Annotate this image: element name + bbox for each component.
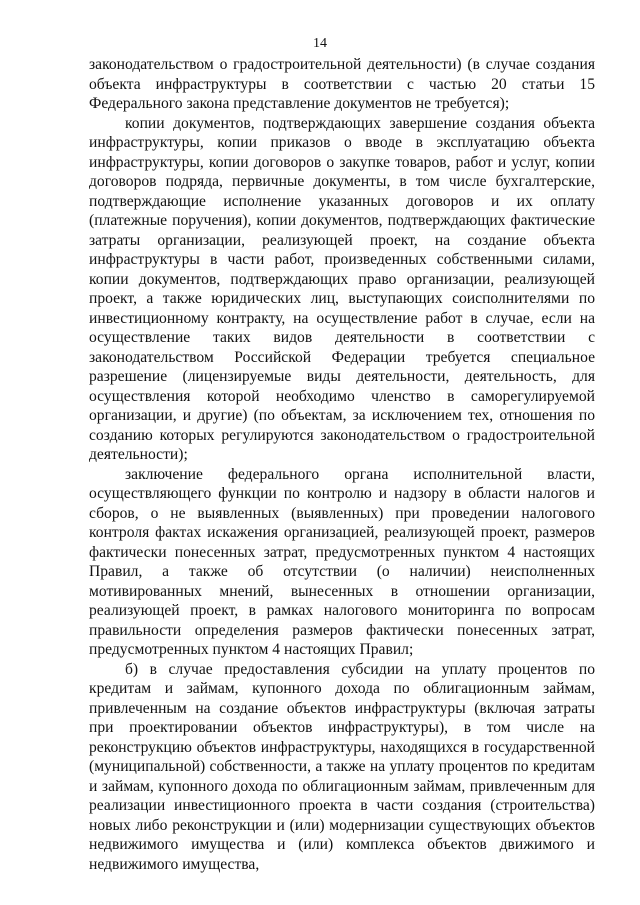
paragraph-subsidy-interest: б) в случае предоставления субсидии на уплату процентов по кредитам и займам, купонного дохода по облигационным займам, привлеченным на создание объектов инфраструктуры (включая затраты при проектировании объектов инфраструктуры), в том числе на реконструкцию объектов инфраструктуры, находящихся в государственной (муниципальной) собственности, а также на уплату процентов по кредитам и займам, купонного дохода по облигационным займам, привлеченным для реализации инвестиционного проекта в части создания (строительства) новых либо реконструкции и (или) модернизации существующих объектов недвижимого имущества и (или) комплекса объектов движимого и недвижимого имущества, (89, 660, 595, 873)
document-body (89, 55, 595, 874)
paragraph-documents-copies: копии документов, подтверждающих завершение создания объекта инфраструктуры, копии приказов о вводе в эксплуатацию объекта инфраструктуры, копии договоров о закупке товаров, работ и услуг, копии договоров подряда, первичные документы, в том числе бухгалтерские, подтверждающие исполнение указанных договоров и их оплату (платежные поручения), копии документов, подтверждающих фактические затраты организации, реализующей проект, на создание объекта инфраструктуры в части работ, произведенных собственными силами, копии документов, подтверждающих право организации, реализующей проект, а также юридических лиц, выступающих соисполнителями по инвестиционному контракту, на осуществление работ в случае, если на осуществление таких видов деятельности в соответствии с законодательством Российской Федерации требуется специальное разрешение (лицензируемые виды деятельности, деятельность, для осуществления которой необходимо членство в саморегулируемой организации, и другие) (по объектам, за исключением тех, отношения по созданию которых регулируются законодательством о градостроительной деятельности); (89, 114, 595, 463)
page-number: 14 (313, 36, 327, 51)
paragraph-continuation: законодательством о градостроительной деятельности) (в случае создания объекта инфраструктуры в соответствии с частью 20 статьи 15 Федерального закона представление документов не требуется); (89, 56, 595, 112)
paragraph-tax-authority-conclusion: заключение федерального органа исполнительной власти, осуществляющего функции по контролю и надзору в области налогов и сборов, о не выявленных (выявленных) при проведении налогового контроля фактах искажения организацией, реализующей проект, размеров фактически понесенных затрат, предусмотренных пунктом 4 настоящих Правил, а также об отсутствии (о наличии) неисполненных мотивированных мнений, вынесенных в отношении организации, реализующей проект, в рамках налогового мониторинга по вопросам правильности определения размеров фактически понесенных затрат, предусмотренных пунктом 4 настоящих Правил; (89, 465, 595, 658)
